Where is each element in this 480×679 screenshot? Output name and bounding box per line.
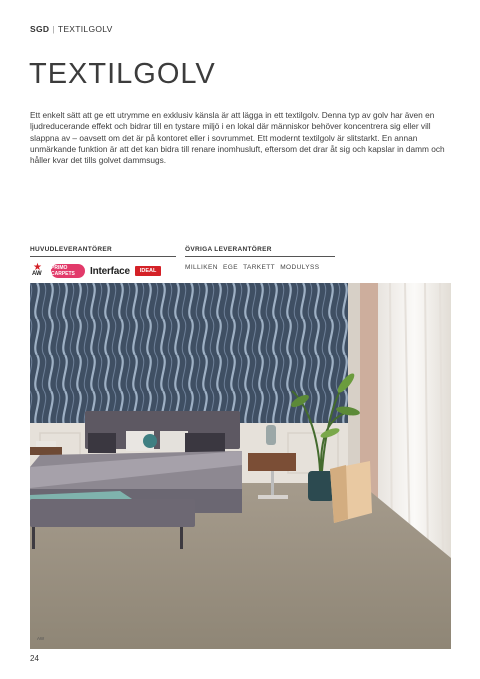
brand-label: SGD [30, 24, 50, 34]
intro-paragraph: Ett enkelt sätt att ge ett utrymme en exklusiv känsla är att lägga in ett textilgolv. Denna typ av golv har även en ljudreducerande effekt och bidrar till en tystare miljö i en lokal där människor behöver koncentrera sig eller vill slappna av – oavsett om det är på kontoret eller i sovrummet. Ett modernt textilgolv är slitstarkt. En annan unmärkande funktion är att det kan bidra till renare inomhusluft, eftersom det drar åt sig och kapslar in damm och håller kvar det tills golvet dammsugs. [30, 110, 445, 166]
bedroom-illustration [30, 283, 451, 649]
supplier-name: EGE [223, 264, 238, 271]
primo-carpets-logo: PRIMO CARPETS [51, 264, 85, 278]
page-header [30, 24, 113, 34]
header-divider: | [52, 24, 55, 34]
supplier-name: MODULYSS [280, 264, 320, 271]
section-label: TEXTILGOLV [57, 24, 113, 34]
page-number: 24 [30, 654, 39, 663]
page-title: TEXTILGOLV [29, 58, 216, 90]
supplier-name: MILLIKEN [185, 264, 218, 271]
main-suppliers [30, 246, 176, 279]
aw-logo-text: AW [32, 271, 42, 277]
other-suppliers [185, 246, 335, 271]
main-suppliers-heading: HUVUDLEVERANTÖRER [30, 246, 176, 257]
other-suppliers-heading: ÖVRIGA LEVERANTÖRER [185, 246, 335, 257]
supplier-name: TARKETT [243, 264, 276, 271]
interface-logo: Interface [90, 265, 130, 277]
supplier-logos [30, 263, 176, 279]
aw-logo [30, 264, 46, 278]
star-icon: ★ [33, 262, 42, 273]
photo-credit: AW [37, 636, 45, 641]
ideal-logo: IDEAL [135, 266, 162, 276]
other-suppliers-list [185, 264, 335, 271]
bedroom-photo [30, 283, 451, 649]
